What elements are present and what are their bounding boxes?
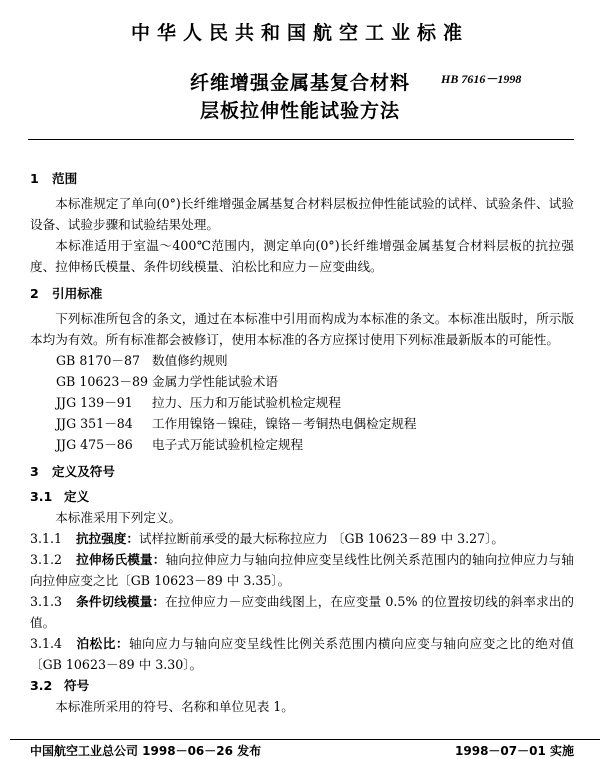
reference-item xyxy=(30,371,574,392)
section-number: 1 xyxy=(30,171,39,186)
reference-name: 数值修约规则 xyxy=(152,353,228,368)
reference-code: JJG 139－91 xyxy=(56,395,133,410)
document-body xyxy=(30,162,574,717)
reference-name: 金属力学性能试验术语 xyxy=(152,374,278,389)
subsection-title: 定义 xyxy=(64,489,90,504)
reference-name: 电子式万能试验机检定规程 xyxy=(152,437,304,452)
reference-name: 拉力、压力和万能试验机检定规程 xyxy=(152,395,341,410)
standard-category-title: 中华人民共和国航空工业标准 xyxy=(130,22,469,44)
reference-name: 工作用镍铬－镍硅，镍铬－考铜热电偶检定规程 xyxy=(152,416,417,431)
definition-item xyxy=(30,528,574,549)
footer-divider xyxy=(10,739,600,740)
definition-term: 抗拉强度： xyxy=(76,531,139,546)
standard-number: HB 7616－1998 xyxy=(441,72,522,86)
definition-item xyxy=(30,633,574,675)
paragraph: 本标准规定了单向(0°)长纤维增强金属基复合材料层板拉伸性能试验的试样、试验条件、试验设备、试验步骤和试验结果处理。 xyxy=(30,196,574,232)
definition-number: 3.1.2 xyxy=(30,552,63,567)
header-divider xyxy=(28,139,574,140)
definition-term: 泊松比： xyxy=(76,636,129,651)
paragraph: 本标准所采用的符号、名称和单位见表 1。 xyxy=(55,699,294,714)
subsection-3-2-heading xyxy=(30,675,574,696)
reference-item xyxy=(30,392,574,413)
section-title: 引用标准 xyxy=(52,286,103,301)
definition-text: 轴向应力与轴向应变呈线性比例关系范围内横向应变与轴向应变之比的绝对值〔GB 10623－89 中 3.30〕。 xyxy=(30,636,575,672)
subsection-3-1-heading xyxy=(30,486,574,507)
reference-item xyxy=(30,434,574,455)
definition-text: 试样拉断前承受的最大标称拉应力 〔GB 10623－89 中 3.27〕。 xyxy=(138,531,504,546)
reference-code: GB 10623－89 xyxy=(56,374,148,389)
document-title-line-2: 层板拉伸性能试验方法 xyxy=(199,100,400,122)
definition-text: 轴向拉伸应力与轴向拉伸应变呈线性比例关系范围内的轴向拉伸应力与轴向拉伸应变之比〔GB 10623－89 中 3.35〕。 xyxy=(30,552,575,588)
implementation-date: 1998－07－01 实施 xyxy=(455,744,574,758)
definition-number: 3.1.1 xyxy=(30,531,63,546)
subsection-title: 符号 xyxy=(64,678,90,693)
reference-code: JJG 351－84 xyxy=(56,416,133,431)
definition-item xyxy=(30,591,574,633)
document-title-line-1: 纤维增强金属基复合材料 xyxy=(189,72,410,94)
section-2-heading xyxy=(30,283,574,304)
definition-term: 条件切线模量： xyxy=(76,594,166,609)
section-title: 定义及符号 xyxy=(52,464,115,479)
definition-item xyxy=(30,549,574,591)
definition-term: 拉伸杨氏模量： xyxy=(76,552,166,567)
issue-info: 中国航空工业总公司 1998－06－26 发布 xyxy=(30,744,262,758)
paragraph: 本标准采用下列定义。 xyxy=(55,510,182,525)
subsection-number: 3.2 xyxy=(30,678,53,693)
definition-number: 3.1.4 xyxy=(30,636,63,651)
section-1-heading xyxy=(30,168,574,189)
definition-text: 在拉伸应力－应变曲线图上，在应变量 0.5% 的位置按切线的斜率求出的值。 xyxy=(30,594,574,630)
paragraph: 本标准适用于室温～400℃范围内，测定单向(0°)长纤维增强金属基复合材料层板的抗拉强度、拉伸杨氏模量、条件切线模量、泊松比和应力－应变曲线。 xyxy=(30,238,574,274)
reference-code: GB 8170－87 xyxy=(56,353,140,368)
reference-item xyxy=(30,350,574,371)
reference-code: JJG 475－86 xyxy=(56,437,133,452)
subsection-number: 3.1 xyxy=(30,489,53,504)
section-number: 2 xyxy=(30,286,39,301)
section-title: 范围 xyxy=(52,171,78,186)
paragraph: 下列标准所包含的条文，通过在本标准中引用而构成为本标准的条文。本标准出版时，所示版本均为有效。所有标准都会被修订，使用本标准的各方应探讨使用下列标准最新版本的可能性。 xyxy=(30,311,574,347)
section-3-heading xyxy=(30,461,574,482)
reference-item xyxy=(30,413,574,434)
definition-number: 3.1.3 xyxy=(30,594,63,609)
section-number: 3 xyxy=(30,464,39,479)
